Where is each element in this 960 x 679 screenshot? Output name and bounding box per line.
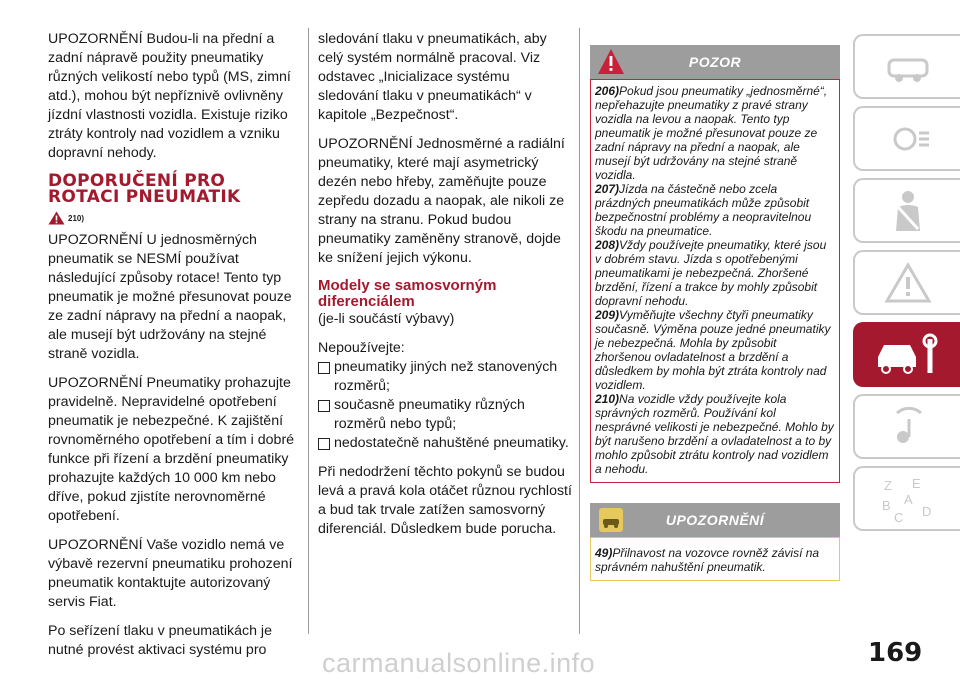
warning-triangle-icon	[596, 47, 626, 77]
list-item-text: nedostatečně nahuštěné pneumatiky.	[334, 435, 569, 451]
paragraph-warning-5: UPOZORNĚNÍ Jednosměrné a radiální pneumatiky, které mají asymetrický dezén nebo hřeby, zaměňujte pouze zepředu dozadu a naopak, ale nikoli ze strany na stranu. Pokud budou pneumatiky zaměněny stranově, dojde ke snížení jejich výkonu.	[318, 136, 565, 266]
tab-emergency[interactable]	[853, 250, 960, 315]
subheading	[318, 278, 572, 310]
section-heading-line1: DOPORUČENÍ PRO	[48, 171, 226, 191]
tab-index[interactable]	[853, 466, 960, 531]
warning-number: 208)	[595, 238, 620, 252]
column-1	[48, 30, 298, 670]
car-service-icon	[872, 333, 944, 377]
checkbox-bullet-icon	[318, 362, 330, 374]
column-3	[590, 45, 840, 581]
paragraph-warning-3: UPOZORNĚNÍ Pneumatiky prohazujte pravidelně. Nepravidelné opotřebení pneumatik je nebezpečné. K zajištění rovnoměrného opotřebení a tím i dobré funkce při řízení a brzdění pneumatiky prohazujte každých 10 000 km nebo dříve, pokud zjistíte nerovnoměrné opotřebení.	[48, 375, 295, 524]
warning-number: 210)	[595, 392, 620, 406]
subheading-line1: Modely se samosvorným	[318, 277, 497, 294]
chapter-tabs	[853, 34, 960, 538]
watermark: carmanualsonline.info	[322, 648, 596, 678]
checkbox-bullet-icon	[318, 438, 330, 450]
warning-number: 209)	[595, 308, 620, 322]
page-number: 169	[868, 638, 923, 668]
note-header	[590, 503, 840, 537]
section-heading-line2: ROTACI PNEUMATIK	[48, 187, 241, 207]
warning-reference[interactable]	[48, 211, 298, 225]
subheading-note: (je-li součástí výbavy)	[318, 311, 455, 327]
warning-item	[595, 84, 835, 182]
warning-box	[590, 79, 840, 483]
car-dashboard-icon	[883, 50, 933, 84]
warning-text: Jízda na částečně nebo zcela prázdných pneumatikách může způsobit bezpečnostní problémy a neopravitelnou škodu na pneumatice.	[595, 182, 812, 238]
paragraph-continued: Po seřízení tlaku v pneumatikách je nutné provést aktivaci systému pro	[48, 623, 272, 658]
warning-item	[595, 182, 835, 238]
list-intro: Nepoužívejte:	[318, 340, 405, 356]
warning-text: Na vozidle vždy používejte kola správných rozměrů. Používání kol nesprávné velikosti je nebezpečné. Mohlo by být narušeno brzdění a ovladatelnost a to by mohlo způsobit ztrátu kontroly nad vozidlem a nehodu.	[595, 392, 834, 476]
svg-text:D: D	[921, 503, 931, 519]
svg-text:E: E	[911, 475, 921, 491]
warning-text: Pokud jsou pneumatiky „jednosměrné“, nepřehazujte pneumatiky z pravé strany vozidla na levou a naopak. Tento typ pneumatik je možné přesunovat pouze ze zadní nápravy na přední a naopak, ale musejí být udržovány na stejné straně vozidla.	[595, 84, 828, 182]
tab-service[interactable]	[853, 322, 960, 387]
warning-number: 206)	[595, 84, 620, 98]
paragraph-warning-2: UPOZORNĚNÍ U jednosměrných pneumatik se NESMÍ používat následující způsoby rotace! Tento typ pneumatik je možné přesunovat pouze ze zadní nápravy na přední a naopak, ale musejí být udržovány na stejné straně vozidla.	[48, 232, 292, 362]
warning-triangle-icon	[883, 261, 933, 305]
index-letters-icon	[878, 474, 938, 524]
tab-dashboard[interactable]	[853, 34, 960, 99]
note-box	[590, 537, 840, 581]
paragraph-consequence: Při nedodržení těchto pokynů se budou levá a pravá kola otáčet různou rychlostí a bud tak trvale zatížen samosvorný diferenciál. Důsledkem bude porucha.	[318, 464, 572, 537]
checkbox-bullet-icon	[318, 400, 330, 412]
warning-item	[595, 392, 835, 476]
column-divider-2	[579, 28, 580, 634]
column-2	[318, 30, 572, 549]
warning-text: Vždy používejte pneumatiky, které jsou v dobrém stavu. Jízda s opotřebenými pneumatikami je nebezpečná. Zhoršené brzdění, řízení a trakce by mohly způsobit dopravní nehodu.	[595, 238, 827, 308]
note-number: 49)	[595, 546, 613, 560]
list-item	[318, 434, 572, 453]
tab-lights[interactable]	[853, 106, 960, 171]
section-heading	[48, 173, 298, 205]
multimedia-icon	[883, 405, 933, 449]
svg-text:B: B	[881, 497, 891, 513]
paragraph-continuation: sledování tlaku v pneumatikách, aby celý systém normálně pracoval. Viz odstavec „Inicializace systému sledování tlaku v pneumatikách“ v kapitole „Bezpečnost“.	[318, 31, 547, 123]
column-divider-1	[308, 28, 309, 634]
warning-triangle-icon	[48, 211, 65, 225]
list-item-text: pneumatiky jiných než stanovených rozměrů;	[334, 359, 558, 394]
warning-title: POZOR	[688, 54, 742, 70]
tab-multimedia[interactable]	[853, 394, 960, 459]
paragraph-warning-4: UPOZORNĚNÍ Vaše vozidlo nemá ve výbavě rezervní pneumatiku prohození pneumatik kontaktujte autorizovaný servis Fiat.	[48, 537, 293, 610]
warning-header	[590, 45, 840, 79]
paragraph-warning-1: UPOZORNĚNÍ Budou-li na přední a zadní nápravě použity pneumatiky různých velikostí nebo typů (MS, zimní atd.), mohou být nepříznivě ovlivněny jízdní vlastnosti vozidla. Existuje riziko ztráty kontroly nad vozidlem a vzniku dopravní nehody.	[48, 31, 291, 161]
subheading-line2: diferenciálem	[318, 293, 415, 310]
warning-reference-number: 210)	[68, 213, 85, 223]
warning-number: 207)	[595, 182, 620, 196]
list-item	[318, 358, 572, 396]
warning-text: Vyměňujte všechny čtyři pneumatiky současně. Výměna pouze jedné pneumatiky je nebezpečná. Mohla by způsobit zhoršenou ovladatelnost a brzdění a důsledkem by mohla být ztráta kontroly nad vozidlem.	[595, 308, 831, 392]
warning-item	[595, 308, 835, 392]
warning-item	[595, 238, 835, 308]
list-item-text: současně pneumatiky různých rozměrů nebo typů;	[334, 397, 525, 432]
note-text: Přilnavost na vozovce rovněž závisí na správném nahuštění pneumatik.	[595, 546, 820, 574]
list-item	[318, 396, 572, 434]
svg-text:A: A	[903, 491, 913, 507]
seatbelt-icon	[888, 189, 928, 233]
tab-safety[interactable]	[853, 178, 960, 243]
svg-text:Z: Z	[883, 477, 892, 493]
caution-car-icon	[596, 505, 626, 535]
note-title: UPOZORNĚNÍ	[665, 512, 765, 528]
car-lights-icon	[883, 119, 933, 159]
svg-text:C: C	[893, 509, 903, 524]
